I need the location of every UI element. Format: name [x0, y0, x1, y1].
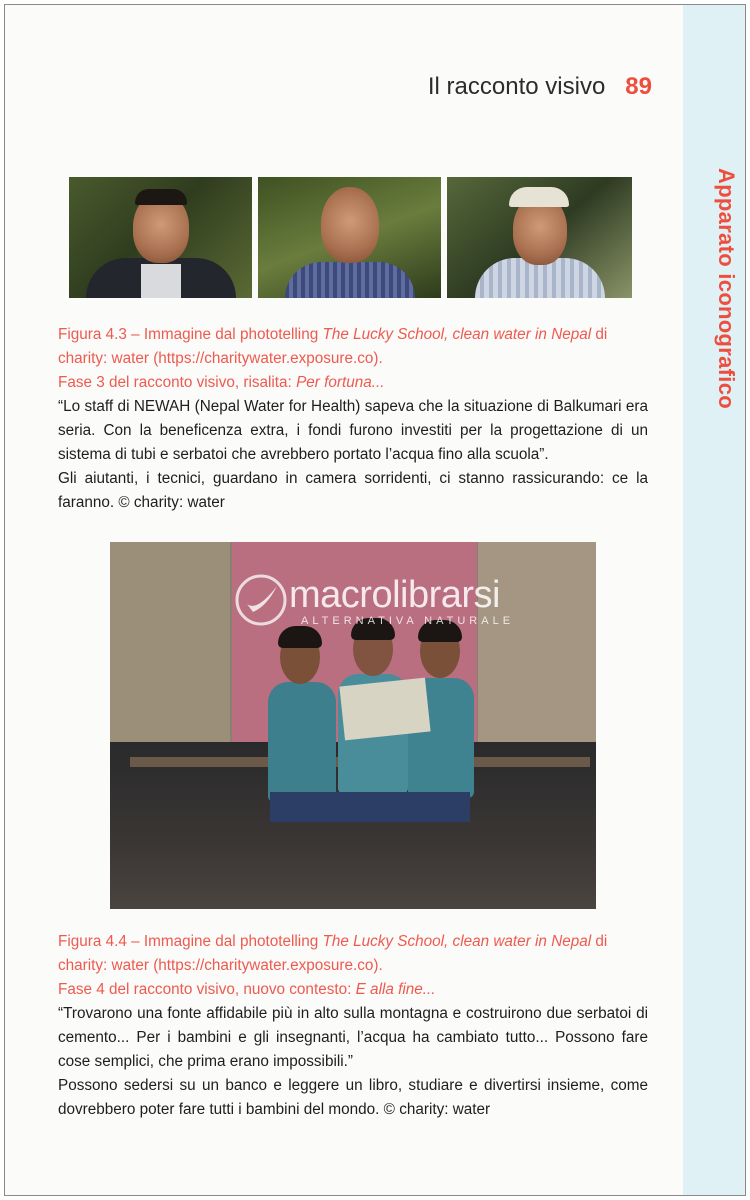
figure-4-4-phase: Fase 4 del racconto visivo, nuovo contesto: E alla fine...	[58, 981, 436, 998]
figure-4-4-title: Figura 4.4 – Immagine dal phototelling The Lucky School, clean water in Nepal di	[58, 933, 608, 950]
figure-4-3-title: Figura 4.3 – Immagine dal phototelling The Lucky School, clean water in Nepal di	[58, 326, 608, 343]
side-section-label: Apparato iconografico	[714, 168, 739, 409]
figure-4-4-caption	[58, 930, 648, 1122]
figure-4-3-phase: Fase 3 del racconto visivo, risalita: Per fortuna...	[58, 374, 385, 391]
figure-4-3-source: charity: water (https://charitywater.exposure.co).	[58, 350, 383, 367]
figure-4-4-commentary: Possono sedersi su un banco e leggere un libro, studiare e divertirsi insieme, come dovrebbero poter fare tutti i bambini del mondo. © charity: water	[58, 1077, 648, 1118]
figure-4-3-caption	[58, 323, 648, 515]
work-title: The Lucky School, clean water in Nepal	[322, 326, 592, 343]
watermark-brand: macrolibrarsi	[289, 574, 500, 616]
figure-4-3-quote: “Lo staff di NEWAH (Nepal Water for Health) sapeva che la situazione di Balkumari era seria. Con la beneficenza extra, i fondi furono investiti per la progettazione di un sistema di tubi e serbatoi che avrebbero portato l’acqua fino alla scuola”.	[58, 398, 648, 463]
portrait-photo-2	[258, 177, 441, 298]
figure-4-4-quote: “Trovarono una fonte affidabile più in alto sulla montagna e costruirono due serbatoi di cemento... Per i bambini e gli insegnanti, l’acqua ha cambiato tutto... Possono fare cose semplici, che prima erano impossibili.”	[58, 1005, 648, 1070]
page-number: 89	[625, 73, 652, 100]
leaf-icon	[233, 572, 291, 628]
portrait-photo-3	[447, 177, 632, 298]
portrait-photo-1	[69, 177, 252, 298]
watermark-tagline: ALTERNATIVA NATURALE	[301, 615, 515, 627]
figure-4-3-commentary: Gli aiutanti, i tecnici, guardano in camera sorridenti, ci stanno rassicurando: ce la faranno. © charity: water	[58, 470, 648, 511]
running-head	[5, 73, 652, 101]
chapter-title: Il racconto visivo	[427, 73, 606, 100]
work-title: The Lucky School, clean water in Nepal	[322, 933, 592, 950]
figure-4-4-source: charity: water (https://charitywater.exposure.co).	[58, 957, 383, 974]
